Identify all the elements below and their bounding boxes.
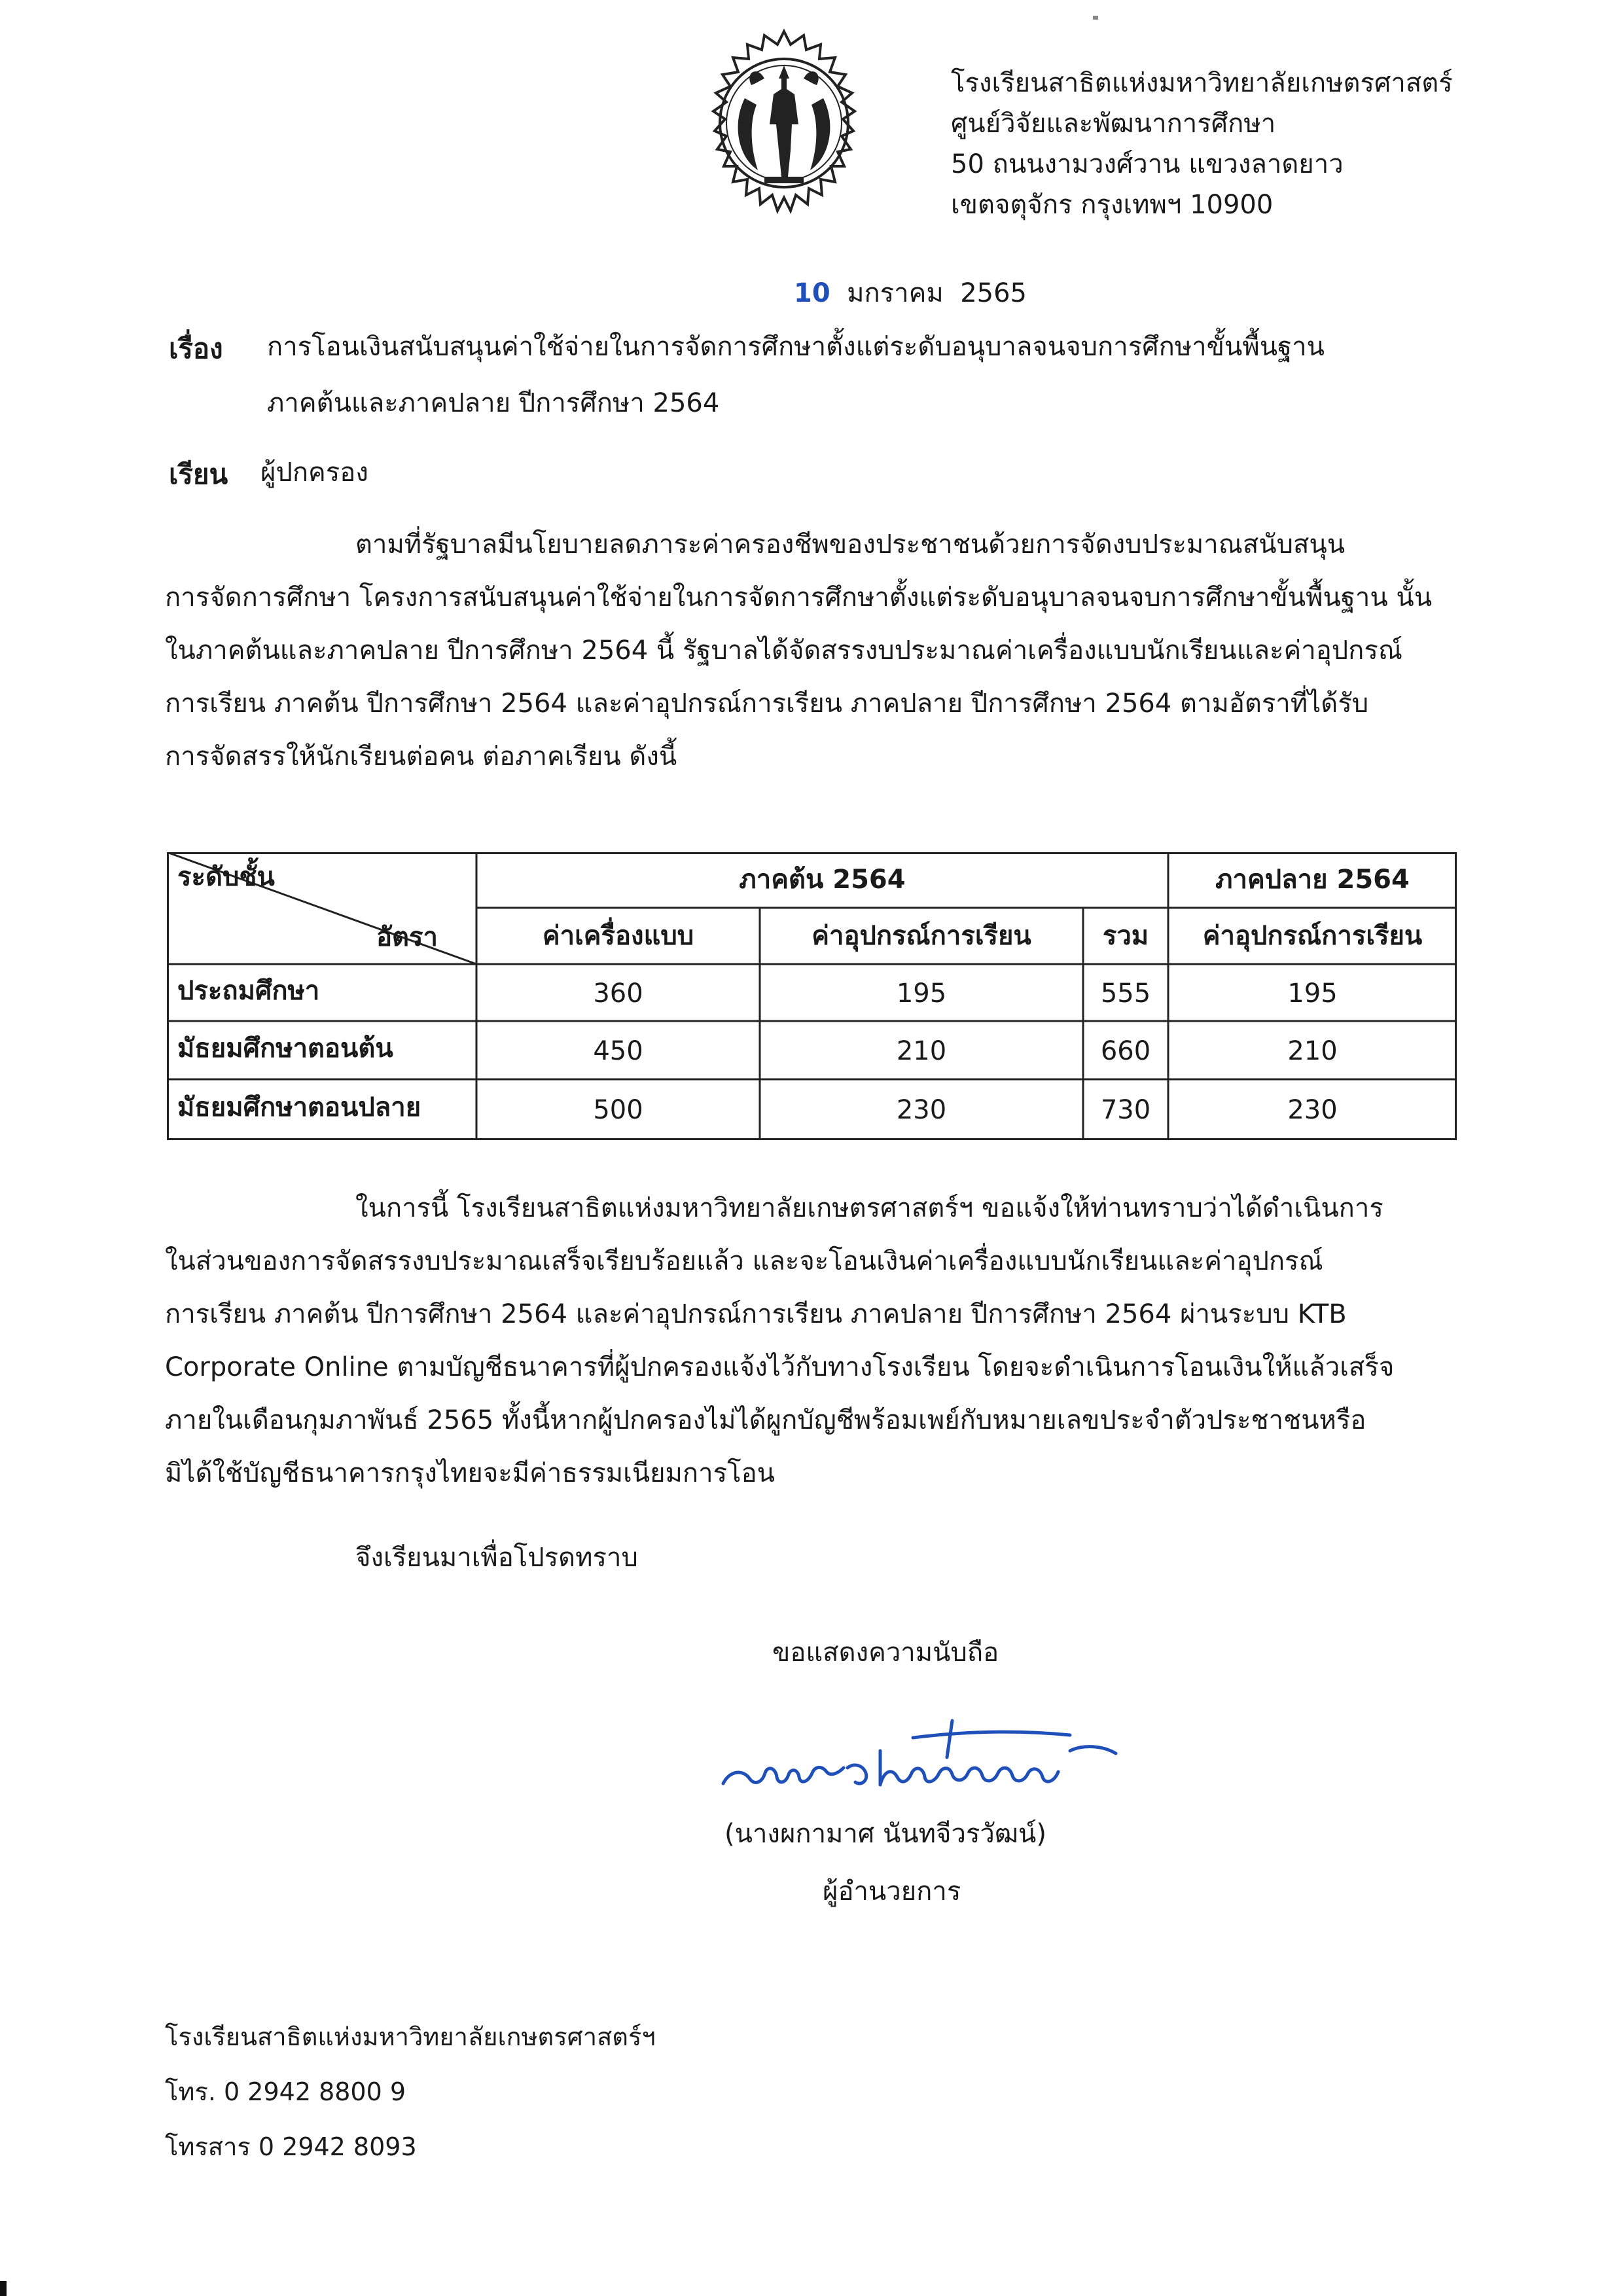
table-cell-total: 660 bbox=[1100, 1036, 1151, 1066]
date-day: 10 bbox=[794, 278, 830, 308]
scan-speck bbox=[1093, 16, 1098, 20]
closing-salutation: ขอแสดงความนับถือ bbox=[772, 1638, 999, 1668]
paragraph-line: การเรียน ภาคต้น ปีการศึกษา 2564 และค่าอุปกรณ์การเรียน ภาคปลาย ปีการศึกษา 2564 ผ่านระบบ KTB bbox=[165, 1299, 1347, 1329]
table-row-level: ประถมศึกษา bbox=[177, 976, 320, 1006]
footer-school-name: โรงเรียนสาธิตแห่งมหาวิทยาลัยเกษตรศาสตร์ฯ bbox=[165, 2022, 656, 2051]
allocation-table bbox=[167, 852, 1457, 1140]
table-row-level: มัธยมศึกษาตอนปลาย bbox=[177, 1092, 421, 1122]
address-line: เขตจตุจักร กรุงเทพฯ 10900 bbox=[951, 190, 1274, 220]
table-cell-equipment2: 210 bbox=[1287, 1036, 1338, 1066]
paragraph-line: ในส่วนของการจัดสรรงบประมาณเสร็จเรียบร้อยแล้ว และจะโอนเงินค่าเครื่องแบบนักเรียนและค่าอุปกรณ์ bbox=[165, 1246, 1323, 1276]
paragraph-line: การจัดการศึกษา โครงการสนับสนุนค่าใช้จ่ายในการจัดการศึกษาตั้งแต่ระดับอนุบาลจนจบการศึกษาขั้นพื้นฐาน นั้น bbox=[165, 583, 1433, 613]
recipient-label: เรียน bbox=[169, 458, 228, 490]
corner-col-header: อัตรา bbox=[376, 922, 438, 952]
group-header-semester1: ภาคต้น 2564 bbox=[739, 865, 906, 895]
table-cell-total: 555 bbox=[1100, 978, 1151, 1009]
paragraph-line: ตามที่รัฐบาลมีนโยบายลดภาระค่าครองชีพของประชาชนด้วยการจัดงบประมาณสนับสนุน bbox=[355, 529, 1346, 560]
table-row-level: มัธยมศึกษาตอนต้น bbox=[177, 1033, 393, 1064]
signer-title: ผู้อำนวยการ bbox=[823, 1876, 961, 1907]
address-line: โรงเรียนสาธิตแห่งมหาวิทยาลัยเกษตรศาสตร์ bbox=[951, 68, 1453, 98]
paragraph-line: ในภาคต้นและภาคปลาย ปีการศึกษา 2564 นี้ รัฐบาลได้จัดสรรงบประมาณค่าเครื่องแบบนักเรียนและค่าอุปกรณ์ bbox=[165, 636, 1402, 666]
paragraph-line: การเรียน ภาคต้น ปีการศึกษา 2564 และค่าอุปกรณ์การเรียน ภาคปลาย ปีการศึกษา 2564 ตามอัตราที่ได้รับ bbox=[165, 689, 1369, 719]
letterhead-address bbox=[951, 63, 1453, 225]
signer-name: (นางผกามาศ นันทจีวรวัฒน์) bbox=[724, 1819, 1046, 1849]
column-header: ค่าเครื่องแบบ bbox=[542, 921, 694, 951]
table-cell-uniform: 450 bbox=[593, 1036, 643, 1066]
footer-fax: โทรสาร 0 2942 8093 bbox=[165, 2132, 417, 2161]
recipient-value: ผู้ปกครอง bbox=[260, 457, 368, 488]
letter-date bbox=[794, 274, 1027, 313]
subject-label: เรื่อง bbox=[169, 332, 223, 365]
table-cell-total: 730 bbox=[1100, 1095, 1151, 1125]
footer-contact bbox=[165, 2009, 656, 2174]
table-cell-equipment: 195 bbox=[896, 978, 947, 1009]
scan-edge-mark bbox=[0, 2281, 7, 2296]
footer-phone: โทร. 0 2942 8800 9 bbox=[165, 2077, 406, 2106]
group-header-semester2: ภาคปลาย 2564 bbox=[1215, 865, 1410, 895]
handwritten-signature bbox=[717, 1705, 1155, 1816]
subject-line: ภาคต้นและภาคปลาย ปีการศึกษา 2564 bbox=[267, 388, 720, 418]
school-seal-logo bbox=[686, 26, 882, 242]
paragraph-line: มิได้ใช้บัญชีธนาคารกรุงไทยจะมีค่าธรรมเนียมการโอน bbox=[165, 1458, 775, 1488]
corner-row-header: ระดับชั้น bbox=[177, 862, 275, 892]
column-header: ค่าอุปกรณ์การเรียน bbox=[812, 921, 1031, 951]
table-cell-uniform: 500 bbox=[593, 1095, 643, 1125]
table-cell-equipment2: 230 bbox=[1287, 1095, 1338, 1125]
address-line: ศูนย์วิจัยและพัฒนาการศึกษา bbox=[951, 109, 1276, 139]
paragraph-line: การจัดสรรให้นักเรียนต่อคน ต่อภาคเรียน ดังนี้ bbox=[165, 742, 677, 772]
paragraph-line: ในการนี้ โรงเรียนสาธิตแห่งมหาวิทยาลัยเกษตรศาสตร์ฯ ขอแจ้งให้ท่านทราบว่าได้ดำเนินการ bbox=[355, 1193, 1383, 1223]
column-header: รวม bbox=[1102, 921, 1149, 951]
address-line: 50 ถนนงามวงศ์วาน แขวงลาดยาว bbox=[951, 149, 1344, 179]
paragraph-line: Corporate Online ตามบัญชีธนาคารที่ผู้ปกครองแจ้งไว้กับทางโรงเรียน โดยจะดำเนินการโอนเงินให้แล้วเสร็จ bbox=[165, 1352, 1395, 1382]
date-month-year: มกราคม 2565 bbox=[830, 278, 1027, 308]
table-cell-equipment: 230 bbox=[896, 1095, 947, 1125]
subject-line: การโอนเงินสนับสนุนค่าใช้จ่ายในการจัดการศึกษาตั้งแต่ระดับอนุบาลจนจบการศึกษาขั้นพื้นฐาน bbox=[267, 332, 1325, 362]
signature-scribble bbox=[717, 1705, 1155, 1816]
closing-sentence: จึงเรียนมาเพื่อโปรดทราบ bbox=[355, 1543, 638, 1573]
table-cell-equipment2: 195 bbox=[1287, 978, 1338, 1009]
table-cell-equipment: 210 bbox=[896, 1036, 947, 1066]
table-cell-uniform: 360 bbox=[593, 978, 643, 1009]
kasetsart-university-seal-icon bbox=[686, 26, 882, 242]
paragraph-line: ภายในเดือนกุมภาพันธ์ 2565 ทั้งนี้หากผู้ปกครองไม่ได้ผูกบัญชีพร้อมเพย์กับหมายเลขประจำตัวประชาชนหรือ bbox=[165, 1405, 1366, 1435]
column-header: ค่าอุปกรณ์การเรียน bbox=[1202, 921, 1423, 951]
